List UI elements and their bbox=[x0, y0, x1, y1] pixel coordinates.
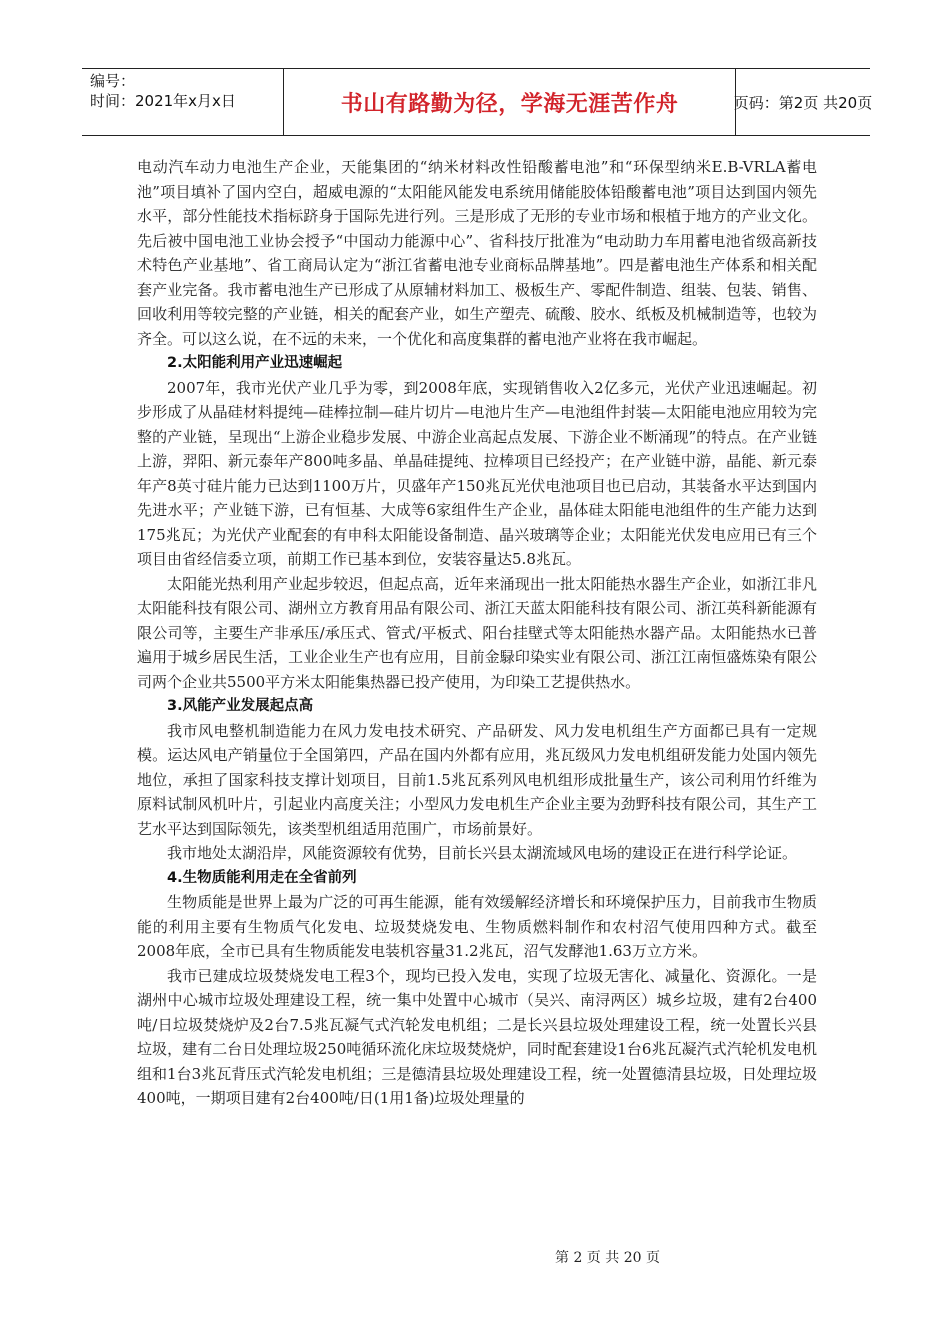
page-footer: 第 2 页 共 20 页 bbox=[555, 1250, 660, 1266]
document-body bbox=[137, 155, 817, 1111]
header-page-cell bbox=[733, 69, 873, 135]
paragraph: 我市地处太湖沿岸，风能资源较有优势，目前长兴县太湖流域风电场的建设正在进行科学论证。 bbox=[167, 844, 798, 862]
section-heading: 3.风能产业发展起点高 bbox=[167, 698, 314, 714]
paragraph: 电动汽车动力电池生产企业，天能集团的“纳米材料改性铅酸蓄电池”和“环保型纳米E.B-VRLA蓄电池”项目填补了国内空白，超威电源的“太阳能风能发电系统用储能胶体铅酸蓄电池”项目达到国内领先水平，部分性能技术指标跻身于国际先进行列。三是形成了无形的专业市场和根植于地方的产业文化。先后被中国电池工业协会授予“中国动力能源中心”、省科技厅批准为“电动助力车用蓄电池省级高新技术特色产业基地”、省工商局认定为“浙江省蓄电池专业商标品牌基地”。四是蓄电池生产体系和相关配套产业完备。我市蓄电池生产已形成了从原辅材料加工、极板生产、零配件制造、组装、包装、销售、回收利用等较完整的产业链，相关的配套产业，如生产塑壳、硫酸、胶水、纸板及机械制造等，也较为齐全。可以这么说，在不远的未来，一个优化和高度集群的蓄电池产业将在我市崛起。 bbox=[137, 158, 817, 348]
header-info bbox=[82, 69, 284, 135]
header-motto-cell bbox=[284, 69, 736, 135]
header-motto: 书山有路勤为径，学海无涯苦作舟 bbox=[340, 91, 679, 117]
date-label: 时间：2021年x月x日 bbox=[90, 92, 236, 110]
page-header bbox=[82, 68, 873, 136]
paragraph: 我市已建成垃圾焚烧发电工程3个，现均已投入发电，实现了垃圾无害化、减量化、资源化。一是湖州中心城市垃圾处理建设工程，统一集中处置中心城市（吴兴、南浔两区）城乡垃圾，建有2台400吨/日垃圾焚烧炉及2台7.5兆瓦凝气式汽轮发电机组；二是长兴县垃圾处理建设工程，统一处置长兴县垃圾，建有二台日处理垃圾250吨循环流化床垃圾焚烧炉，同时配套建设1台6兆瓦凝汽式汽轮机发电机组和1台3兆瓦背压式汽轮发电机组；三是德清县垃圾处理建设工程，统一处置德清县垃圾，日处理垃圾400吨，一期项目建有2台400吨/日(1用1备)垃圾处理量的 bbox=[137, 966, 817, 1107]
paragraph: 2007年，我市光伏产业几乎为零，到2008年底，实现销售收入2亿多元，光伏产业迅速崛起。初步形成了从晶硅材料提纯—硅棒拉制—硅片切片—电池片生产—电池组件封装—太阳能电池应用较为完整的产业链，呈现出“上游企业稳步发展、中游企业高起点发展、下游企业不断涌现”的特点。在产业链上游，羿阳、新元泰年产800吨多晶、单晶硅提纯、拉棒项目已经投产；在产业链中游，晶能、新元泰年产8英寸硅片能力已达到1100万片，贝盛年产150兆瓦光伏电池项目也已启动，其装备水平达到国内先进水平；产业链下游，已有恒基、大成等6家组件生产企业，晶体硅太阳能电池组件的生产能力达到175兆瓦；为光伏产业配套的有申科太阳能设备制造、晶兴玻璃等企业；太阳能光伏发电应用已有三个项目由省经信委立项，前期工作已基本到位，安装容量达5.8兆瓦。 bbox=[137, 378, 817, 568]
paragraph: 我市风电整机制造能力在风力发电技术研究、产品研发、风力发电机组生产方面都已具有一定规模。运达风电产销量位于全国第四，产品在国内外都有应用，兆瓦级风力发电机组研发能力处国内领先地位，承担了国家科技支撑计划项目，目前1.5兆瓦系列风电机组形成批量生产，该公司利用竹纤维为原料试制风机叶片，引起业内高度关注；小型风力发电机生产企业主要为劲野科技有限公司，其生产工艺水平达到国际领先，该类型机组适用范围广，市场前景好。 bbox=[137, 721, 817, 838]
paragraph: 生物质能是世界上最为广泛的可再生能源，能有效缓解经济增长和环境保护压力，目前我市生物质能的利用主要有生物质气化发电、垃圾焚烧发电、生物质燃料制作和农村沼气使用四种方式。截至2008年底，全市已具有生物质能发电装机容量31.2兆瓦，沼气发酵池1.63万立方米。 bbox=[137, 893, 817, 960]
section-heading: 4.生物质能利用走在全省前列 bbox=[167, 869, 357, 886]
section-heading: 2.太阳能利用产业迅速崛起 bbox=[167, 355, 343, 371]
number-label: 编号： bbox=[90, 72, 136, 90]
header-page-label: 页码：第2页 共20页 bbox=[733, 93, 873, 112]
paragraph: 太阳能光热利用产业起步较迟，但起点高，近年来涌现出一批太阳能热水器生产企业，如浙江非凡太阳能科技有限公司、湖州立方教育用品有限公司、浙江天蓝太阳能科技有限公司、浙江英科新能源有限公司等，主要生产非承压/承压式、管式/平板式、阳台挂壁式等太阳能热水器产品。太阳能热水已普遍用于城乡居民生活，工业企业生产也有应用，目前金騄印染实业有限公司、浙江江南恒盛炼染有限公司两个企业共5500平方米太阳能集热器已投产使用，为印染工艺提供热水。 bbox=[137, 574, 817, 691]
